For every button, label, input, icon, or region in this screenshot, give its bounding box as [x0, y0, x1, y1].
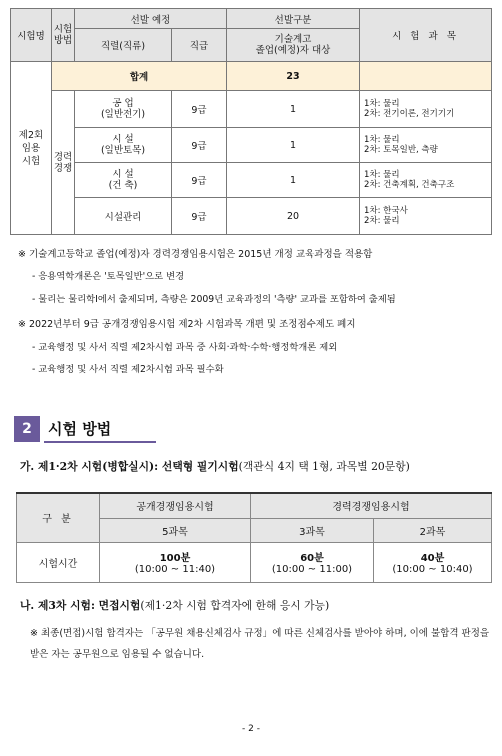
time-career-2: 40분 (10:00 ~ 10:40) — [374, 542, 492, 582]
exam-method: 경력 경쟁 — [52, 91, 75, 235]
header-subjects: 시 험 과 목 — [360, 9, 492, 62]
header-exam: 시험명 — [11, 9, 52, 62]
row-grade: 9급 — [172, 198, 227, 235]
header-plan: 선발 예정 — [75, 9, 227, 29]
row-subjects: 1차: 물리 2차: 전기이론, 전기기기 — [360, 91, 492, 128]
header-grade: 직급 — [172, 29, 227, 62]
note-health-check: ※ 최종(면접)시험 합격자는 「공무원 채용신체검사 규정」에 따른 신체검사를 받아야 하며, 이에 불합격 판정을 받은 자는 공무원으로 임용될 수 없습니다. — [30, 628, 490, 660]
header-career: 경력경쟁임용시험 — [251, 493, 492, 518]
row-subjects: 1차: 한국사 2차: 물리 — [360, 198, 492, 235]
exam-method-a-title: 가. 제1·2차 시험(병합실시): 선택형 필기시험 — [20, 460, 239, 473]
exam-method-b-title: 나. 제3차 시험: 면접시험 — [20, 599, 141, 612]
exam-time-table — [16, 492, 492, 583]
row-grade: 9급 — [172, 128, 227, 163]
header-selection: 선발구분 — [227, 9, 360, 29]
row-grade: 9급 — [172, 163, 227, 198]
exam-method-a-detail: (객관식 4지 택 1형, 과목별 20문항) — [238, 460, 410, 473]
note-2b: - 교육행정 및 사서 직렬 제2차시험 과목 필수화 — [32, 364, 224, 375]
note-1b: - 물리는 물리학Ⅰ에서 출제되며, 측량은 2009년 교육과정의 '측량' 교과를 포함하여 출제됨 — [32, 294, 396, 305]
total-label: 합계 — [52, 62, 227, 91]
header-career-count-3: 3과목 — [251, 518, 374, 542]
row-label-time: 시험시간 — [17, 542, 100, 582]
exam-method-b-detail: (제1·2차 시험 합격자에 한해 응시 가능) — [140, 599, 330, 612]
header-open-count: 5과목 — [100, 518, 251, 542]
exam-name: 제2회 임용 시험 — [11, 62, 52, 235]
exam-method-b — [20, 598, 329, 613]
time-career-3: 60분 (10:00 ~ 11:00) — [251, 542, 374, 582]
header-division: 구 분 — [17, 493, 100, 542]
total-blank — [360, 62, 492, 91]
note-1: ※ 기술계고등학교 졸업(예정)자 경력경쟁임용시험은 2015년 개정 교육과정을 적용함 — [18, 249, 373, 260]
total-value: 23 — [227, 62, 360, 91]
header-open: 공개경쟁임용시험 — [100, 493, 251, 518]
note-1a: - 응용역학개론은 '토목일반'으로 변경 — [32, 271, 185, 282]
time-open: 100분 (10:00 ~ 11:40) — [100, 542, 251, 582]
row-field: 공 업 (일반전기) — [75, 91, 172, 128]
header-career-count-2: 2과목 — [374, 518, 492, 542]
section-underline — [44, 441, 156, 443]
row-subjects: 1차: 물리 2차: 토목일반, 측량 — [360, 128, 492, 163]
section-number: 2 — [14, 416, 40, 442]
row-count: 20 — [227, 198, 360, 235]
row-field: 시 설 (건 축) — [75, 163, 172, 198]
section-heading — [14, 416, 144, 442]
exam-method-a — [20, 459, 410, 474]
row-subjects: 1차: 물리 2차: 건축계획, 건축구조 — [360, 163, 492, 198]
header-field: 직렬(직류) — [75, 29, 172, 62]
row-field: 시 설 (일반토목) — [75, 128, 172, 163]
row-count: 1 — [227, 91, 360, 128]
note-2a: - 교육행정 및 사서 직렬 제2차시험 과목 중 사회·과학·수학·행정학개론 제외 — [32, 342, 338, 353]
header-selection-sub: 기술계고 졸업(예정)자 대상 — [227, 29, 360, 62]
note-2: ※ 2022년부터 9급 공개경쟁임용시험 제2차 시험과목 개편 및 조정점수제도 폐지 — [18, 319, 356, 330]
row-count: 1 — [227, 128, 360, 163]
row-field: 시설관리 — [75, 198, 172, 235]
row-grade: 9급 — [172, 91, 227, 128]
header-method: 시험 방법 — [52, 9, 75, 62]
row-count: 1 — [227, 163, 360, 198]
selection-table — [10, 8, 492, 235]
page-number: - 2 - — [242, 724, 260, 734]
section-title: 시험 방법 — [48, 420, 112, 438]
